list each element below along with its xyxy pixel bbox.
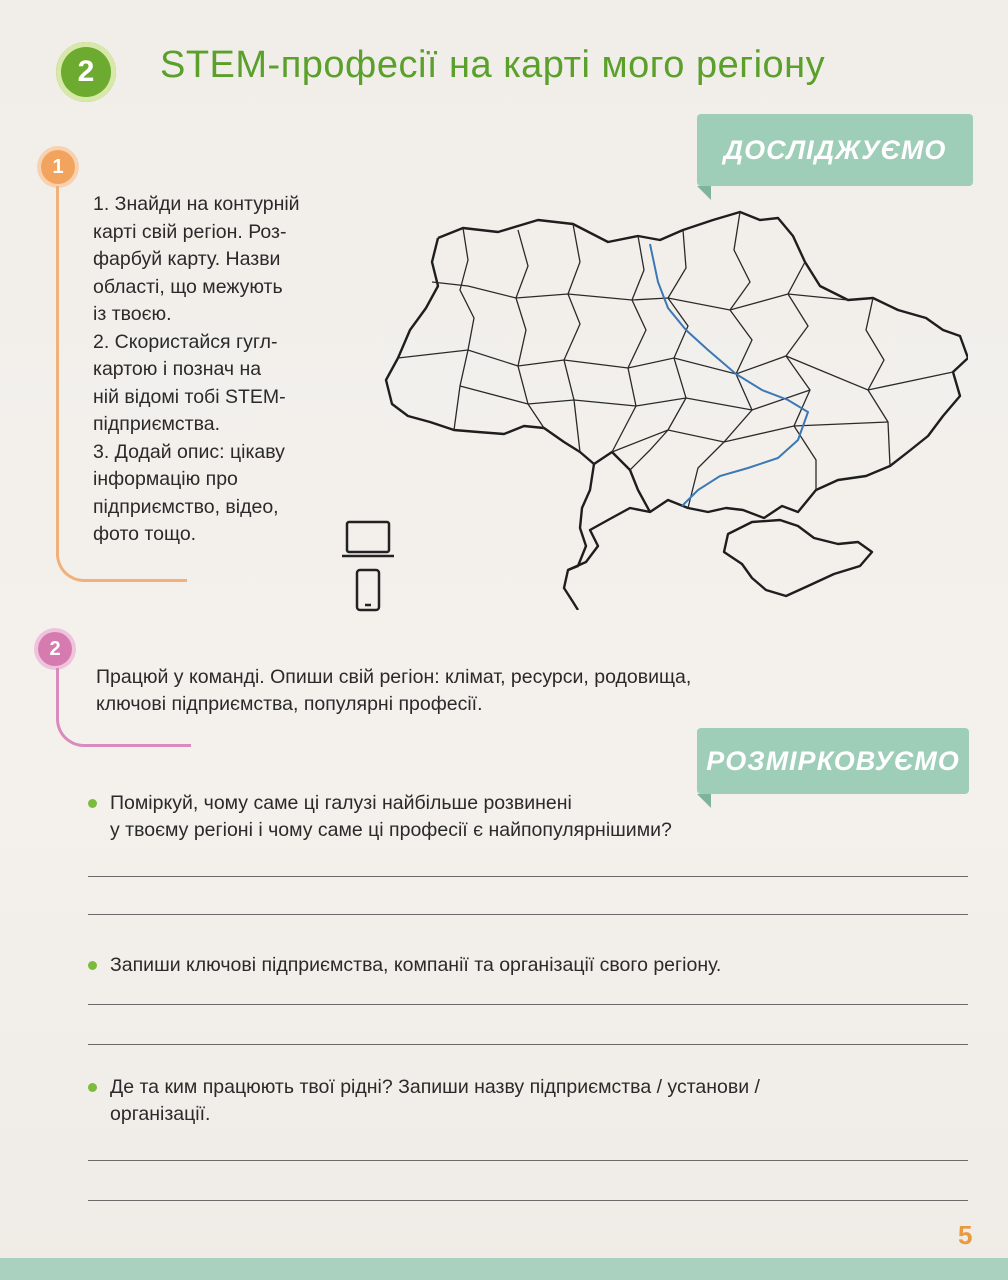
task-1-line: підприємство, відео, <box>93 495 279 518</box>
oblast-border <box>454 228 474 430</box>
answer-line[interactable] <box>88 914 968 915</box>
task-1-line: області, що межують <box>93 275 283 298</box>
answer-line[interactable] <box>88 1044 968 1045</box>
bullet-icon <box>88 1083 97 1092</box>
task-1-line: фото тощо. <box>93 523 197 545</box>
task-2-line: ключові підприємства, популярні професії. <box>96 693 483 715</box>
page-number: 5 <box>958 1220 973 1250</box>
task-1-marker: 1 <box>41 150 75 184</box>
country-border <box>438 212 968 610</box>
question-2-line: Запиши ключові підприємства, компанії та організації свого регіону. <box>110 954 722 976</box>
task-2-instructions <box>96 664 816 718</box>
oblast-border <box>866 298 890 466</box>
explore-tab: ДОСЛІДЖУЄМО <box>697 114 973 186</box>
task-1-instructions <box>93 191 341 549</box>
country-border-west <box>386 238 650 512</box>
oblast-border <box>432 282 848 310</box>
task-1-line: фарбуй карту. Назви <box>93 248 281 270</box>
task-1-line: підприємства. <box>93 413 221 435</box>
task-1-line: ній відомі тобі STEM- <box>93 385 286 408</box>
river-dnipro <box>650 244 808 506</box>
task-1-line: картою і познач на <box>93 358 262 380</box>
task-1-line: із твоєю. <box>93 303 172 325</box>
ukraine-outline-map[interactable] <box>368 190 968 610</box>
answer-line[interactable] <box>88 876 968 877</box>
task-1-line: карті свій регіон. Роз- <box>93 220 287 243</box>
oblast-border <box>460 386 810 410</box>
section-title: STEM-професії на карті мого регіону <box>160 44 826 86</box>
question-1-line: у твоєму регіоні і чому саме ці професії є найпопулярнішими? <box>110 819 672 841</box>
question-3 <box>88 1074 918 1128</box>
reflect-tab: РОЗМІРКОВУЄМО <box>697 728 969 794</box>
task-2-marker: 2 <box>38 632 72 666</box>
answer-line[interactable] <box>88 1160 968 1161</box>
question-3-line: Де та ким працюють твої рідні? Запиши назву підприємства / установи / <box>110 1076 760 1098</box>
section-number-badge <box>56 42 116 102</box>
bullet-icon <box>88 961 97 970</box>
oblast-border <box>612 422 888 452</box>
answer-line[interactable] <box>88 1200 968 1201</box>
section-number: 2 <box>77 55 95 88</box>
bullet-icon <box>88 799 97 808</box>
task-1-line: 3. Додай опис: цікаву <box>93 440 285 463</box>
question-1-line: Поміркуй, чому саме ці галузі найбільше розвинені <box>110 792 572 814</box>
bottom-decorative-strip <box>0 1258 1008 1280</box>
answer-line[interactable] <box>88 1004 968 1005</box>
task-1-line: 1. Знайди на контурній <box>93 193 300 215</box>
question-1 <box>88 790 848 844</box>
country-border-southwest <box>568 464 594 570</box>
question-3-line: організації. <box>110 1103 211 1125</box>
task-2-line: Працюй у команді. Опиши свій регіон: клімат, ресурси, родовища, <box>96 666 692 688</box>
oblast-border <box>612 236 646 452</box>
crimea-border <box>724 520 872 596</box>
oblast-border <box>516 230 544 428</box>
task-1-line: 2. Скористайся гугл- <box>93 330 278 353</box>
question-2 <box>88 952 888 979</box>
oblast-border <box>564 224 580 452</box>
task-1-line: інформацію про <box>93 468 238 490</box>
